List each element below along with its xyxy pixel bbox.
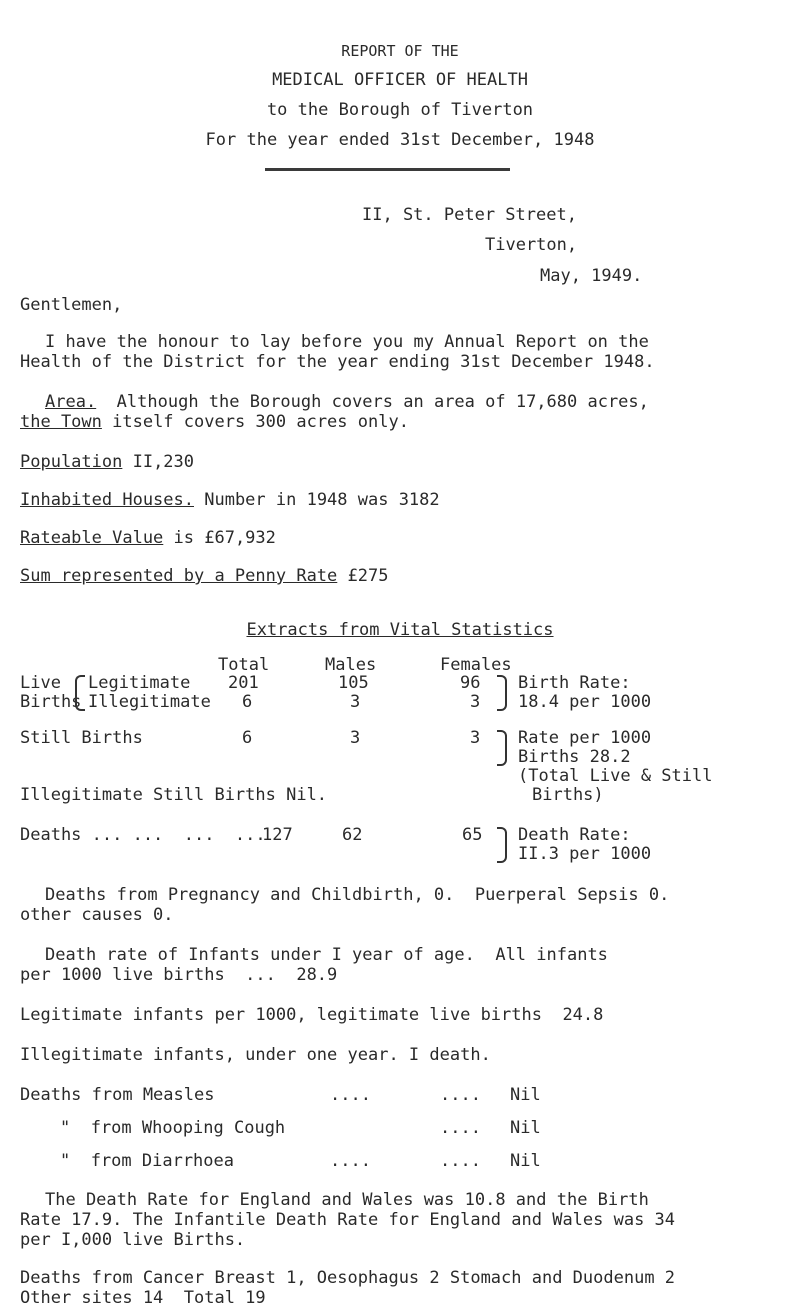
area-paragraph (45, 392, 649, 412)
still-rate-brace (497, 730, 507, 766)
whooping-cough-value: Nil (510, 1118, 541, 1138)
national-line-1: The Death Rate for England and Wales was 10.8 and the Birth (45, 1190, 649, 1210)
legit-females: 96 (460, 673, 481, 693)
report-heading: REPORT OF THE (341, 42, 459, 60)
intro-line-1: I have the honour to lay before you my Annual Report on the (45, 332, 649, 352)
still-rate-line-2: Births 28.2 (518, 747, 631, 767)
col-header-total: Total (218, 655, 270, 675)
legit-males: 105 (338, 673, 369, 693)
address-street: II, St. Peter Street, (362, 205, 577, 225)
whooping-cough-dots: .... (440, 1118, 481, 1138)
birth-rate-brace (497, 675, 507, 711)
deaths-label: Deaths ... ... ... ... (20, 825, 266, 845)
houses-fact (20, 490, 440, 510)
still-females: 3 (470, 728, 481, 748)
still-births-label: Still Births (20, 728, 143, 748)
births-label: Births (20, 692, 82, 712)
fact-value: £275 (337, 566, 389, 586)
fact-value: is £67,932 (163, 528, 276, 548)
diarrhoea-label: " from Diarrhoea (60, 1151, 234, 1171)
birth-rate-value: 18.4 per 1000 (518, 692, 652, 712)
penny-rate-fact (20, 566, 388, 586)
illegitimate-label: Illegitimate (88, 692, 211, 712)
infant-line-2: per 1000 live births ... 28.9 (20, 965, 338, 985)
address-date: May, 1949. (540, 266, 643, 286)
report-subheading: MEDICAL OFFICER OF HEALTH (272, 70, 528, 90)
fact-label: Sum represented by a Penny Rate (20, 566, 338, 586)
deaths-females: 65 (462, 825, 483, 845)
area-town-label: the Town (20, 412, 102, 432)
death-rate-brace (497, 827, 507, 863)
area-line-1: Although the Borough covers an area of 17,680 acres, (116, 392, 649, 412)
legit-total: 201 (228, 673, 259, 693)
diarrhoea-dots: .... (330, 1151, 371, 1171)
live-label: Live (20, 673, 61, 693)
legitimate-label: Legitimate (88, 673, 191, 693)
fact-label: Rateable Value (20, 528, 164, 548)
illegit-females: 3 (470, 692, 481, 712)
still-total: 6 (242, 728, 253, 748)
address-town: Tiverton, (485, 235, 578, 255)
still-males: 3 (350, 728, 361, 748)
diarrhoea-dots-2: .... (440, 1151, 481, 1171)
national-line-2: Rate 17.9. The Infantile Death Rate for England and Wales was 34 (20, 1210, 676, 1230)
measles-label: Deaths from Measles (20, 1085, 215, 1105)
national-line-3: per I,000 live Births. (20, 1230, 246, 1250)
fact-value: Number in 1948 was 3182 (194, 490, 440, 510)
rateable-value-fact (20, 528, 276, 548)
maternal-line-2: other causes 0. (20, 905, 174, 925)
diarrhoea-value: Nil (510, 1151, 541, 1171)
report-year-line: For the year ended 31st December, 1948 (205, 130, 595, 150)
death-rate-label: Death Rate: (518, 825, 631, 845)
fact-label: Population (20, 452, 123, 472)
measles-value: Nil (510, 1085, 541, 1105)
population-fact (20, 452, 194, 472)
illegit-total: 6 (242, 692, 253, 712)
illegit-still-births: Illegitimate Still Births Nil. (20, 785, 328, 805)
fact-value: II,230 (122, 452, 195, 472)
cancer-line-1: Deaths from Cancer Breast 1, Oesophagus 2 Stomach and Duodenum 2 (20, 1268, 676, 1288)
area-town-text: itself covers 300 acres only. (101, 412, 409, 432)
col-header-males: Males (325, 655, 377, 675)
cancer-line-2: Other sites 14 Total 19 (20, 1288, 266, 1308)
measles-dots: .... (330, 1085, 371, 1105)
intro-line-2: Health of the District for the year ending 31st December 1948. (20, 352, 655, 372)
still-rate-line-4: Births) (532, 785, 604, 805)
births-brace (75, 675, 85, 711)
area-line-2 (20, 412, 409, 432)
still-rate-line-3: (Total Live & Still (518, 766, 713, 786)
report-borough-line: to the Borough of Tiverton (266, 100, 534, 120)
illegit-infants: Illegitimate infants, under one year. I death. (20, 1045, 491, 1065)
illegit-males: 3 (350, 692, 361, 712)
still-rate-line-1: Rate per 1000 (518, 728, 652, 748)
deaths-males: 62 (342, 825, 363, 845)
col-header-females: Females (440, 655, 512, 675)
vital-stats-title: Extracts from Vital Statistics (246, 620, 554, 640)
header-divider (265, 168, 510, 171)
measles-dots-2: .... (440, 1085, 481, 1105)
infant-line-1: Death rate of Infants under I year of age. All infants (45, 945, 608, 965)
area-label: Area. (45, 392, 97, 412)
death-rate-value: II.3 per 1000 (518, 844, 652, 864)
maternal-line-1: Deaths from Pregnancy and Childbirth, 0. Puerperal Sepsis 0. (45, 885, 670, 905)
legit-infants-rate: Legitimate infants per 1000, legitimate live births 24.8 (20, 1005, 604, 1025)
fact-label: Inhabited Houses. (20, 490, 194, 510)
salutation: Gentlemen, (20, 295, 123, 315)
birth-rate-label: Birth Rate: (518, 673, 631, 693)
whooping-cough-label: " from Whooping Cough (60, 1118, 286, 1138)
deaths-total: 127 (262, 825, 293, 845)
